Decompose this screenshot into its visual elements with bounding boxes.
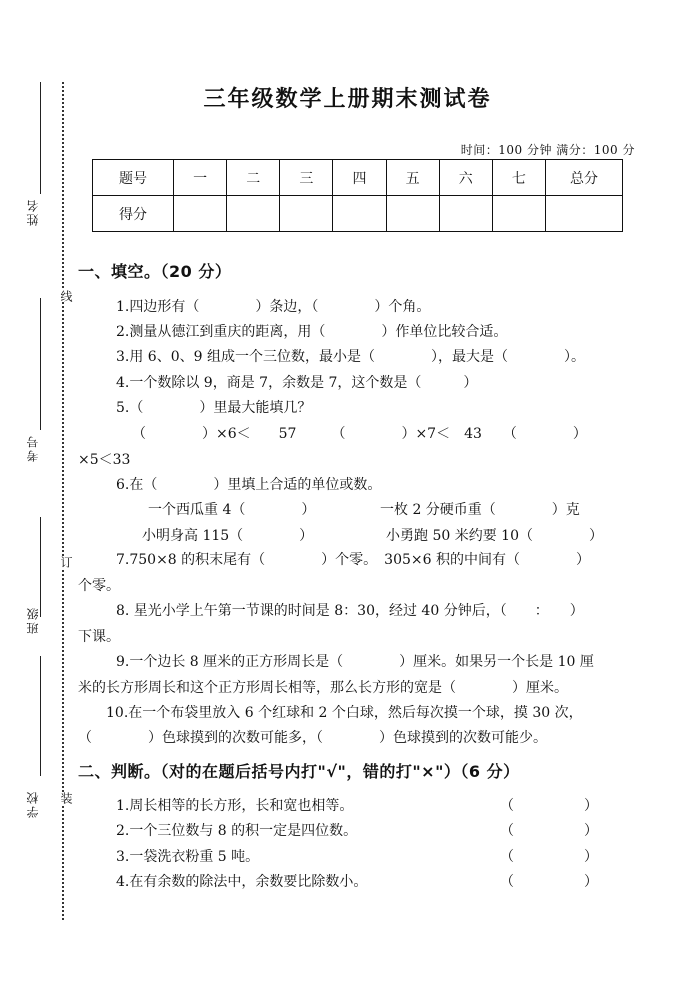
cut-char-line: 线 [59, 290, 73, 302]
score-row-label: 得分 [93, 196, 174, 232]
score-cell[interactable] [174, 196, 227, 232]
judgement-item: 2.一个三位数与 8 的积一定是四位数。 [116, 823, 358, 839]
score-header-cell: 四 [333, 160, 386, 196]
question-line: 4.一个数除以 9，商是 7，余数是 7，这个数是（ ） [116, 375, 478, 391]
class-underline [40, 517, 41, 617]
page-title: 三年级数学上册期末测试卷 [203, 87, 492, 112]
exam-number-underline [40, 298, 41, 430]
score-header-cell: 五 [386, 160, 439, 196]
score-header-cell: 总分 [546, 160, 623, 196]
judgement-item: 3.一袋洗衣粉重 5 吨。 [116, 849, 260, 865]
question-line: 10.在一个布袋里放入 6 个红球和 2 个白球，然后每次摸一个球，摸 30 次， [106, 705, 583, 721]
question-line: 1.四边形有（ ）条边，（ ）个角。 [116, 299, 431, 315]
exam-meta: 时间：100 分钟 满分：100 分 [460, 143, 635, 157]
score-cell[interactable] [546, 196, 623, 232]
class-label: 班级 [26, 606, 40, 634]
answer-paren[interactable]: （ ） [500, 823, 598, 839]
score-header-cell: 一 [174, 160, 227, 196]
question-line: 个零。 [78, 578, 120, 594]
question-line: 下课。 [78, 629, 120, 645]
score-cell[interactable] [280, 196, 333, 232]
score-cell[interactable] [227, 196, 280, 232]
score-header-cell: 六 [439, 160, 492, 196]
score-table-header-row [93, 160, 623, 196]
score-cell[interactable] [386, 196, 439, 232]
judgement-item: 4.在有余数的除法中，余数要比除数小。 [116, 874, 368, 890]
answer-paren[interactable]: （ ） [500, 849, 598, 865]
score-cell[interactable] [333, 196, 386, 232]
cut-char-staple: 订 [59, 556, 73, 568]
score-header-cell: 七 [492, 160, 545, 196]
cut-char-bind: 装 [59, 792, 73, 804]
score-header-cell: 三 [280, 160, 333, 196]
question-line: 9.一个边长 8 厘米的正方形周长是（ ）厘米。如果另一个长是 10 厘 [116, 654, 594, 670]
score-table [92, 159, 623, 232]
score-cell[interactable] [492, 196, 545, 232]
question-line: 5.（ ）里最大能填几？ [116, 400, 312, 416]
question-line: ×5＜33 [78, 452, 131, 468]
score-header-cell: 题号 [93, 160, 174, 196]
question-line: 3.用 6、0、9 组成一个三位数，最小是（ ），最大是（ ）。 [116, 349, 585, 365]
question-line: 2.测量从德江到重庆的距离，用（ ）作单位比较合适。 [116, 324, 508, 340]
question-line: 米的长方形周长和这个正方形周长相等，那么长方形的宽是（ ）厘米。 [78, 680, 568, 696]
answer-paren[interactable]: （ ） [500, 798, 598, 814]
question-line: 7.750×8 的积末尾有（ ）个零。 305×6 积的中间有（ ） [116, 552, 590, 568]
question-line: 6.在（ ）里填上合适的单位或数。 [116, 477, 382, 493]
score-table-score-row [93, 196, 623, 232]
judgement-item: 1.周长相等的长方形，长和宽也相等。 [116, 798, 354, 814]
school-underline [40, 656, 41, 776]
question-line: （ ）×6＜ 57 （ ）×7＜ 43 （ ） [132, 426, 587, 442]
question-line: 一个西瓜重 4（ ） [148, 502, 316, 518]
score-cell[interactable] [439, 196, 492, 232]
question-line: 小勇跑 50 米约要 10（ ） [386, 528, 603, 544]
school-label: 学校 [26, 790, 40, 818]
answer-paren[interactable]: （ ） [500, 874, 598, 890]
question-line: 8. 星光小学上午第一节课的时间是 8：30，经过 40 分钟后，（ ： ） [116, 603, 584, 619]
score-header-cell: 二 [227, 160, 280, 196]
question-line: 一枚 2 分硬币重（ ）克 [380, 502, 580, 518]
question-line: （ ）色球摸到的次数可能多，（ ）色球摸到的次数可能少。 [78, 730, 547, 746]
section-judgement-title: 二、判断。（对的在题后括号内打"√"，错的打"×"）（6 分） [78, 762, 520, 781]
section-fill-blank-title: 一、填空。（20 分） [78, 262, 232, 281]
name-label: 姓名 [26, 198, 40, 226]
question-line: 小明身高 115（ ） [142, 528, 314, 544]
exam-number-label: 考号 [26, 434, 40, 462]
